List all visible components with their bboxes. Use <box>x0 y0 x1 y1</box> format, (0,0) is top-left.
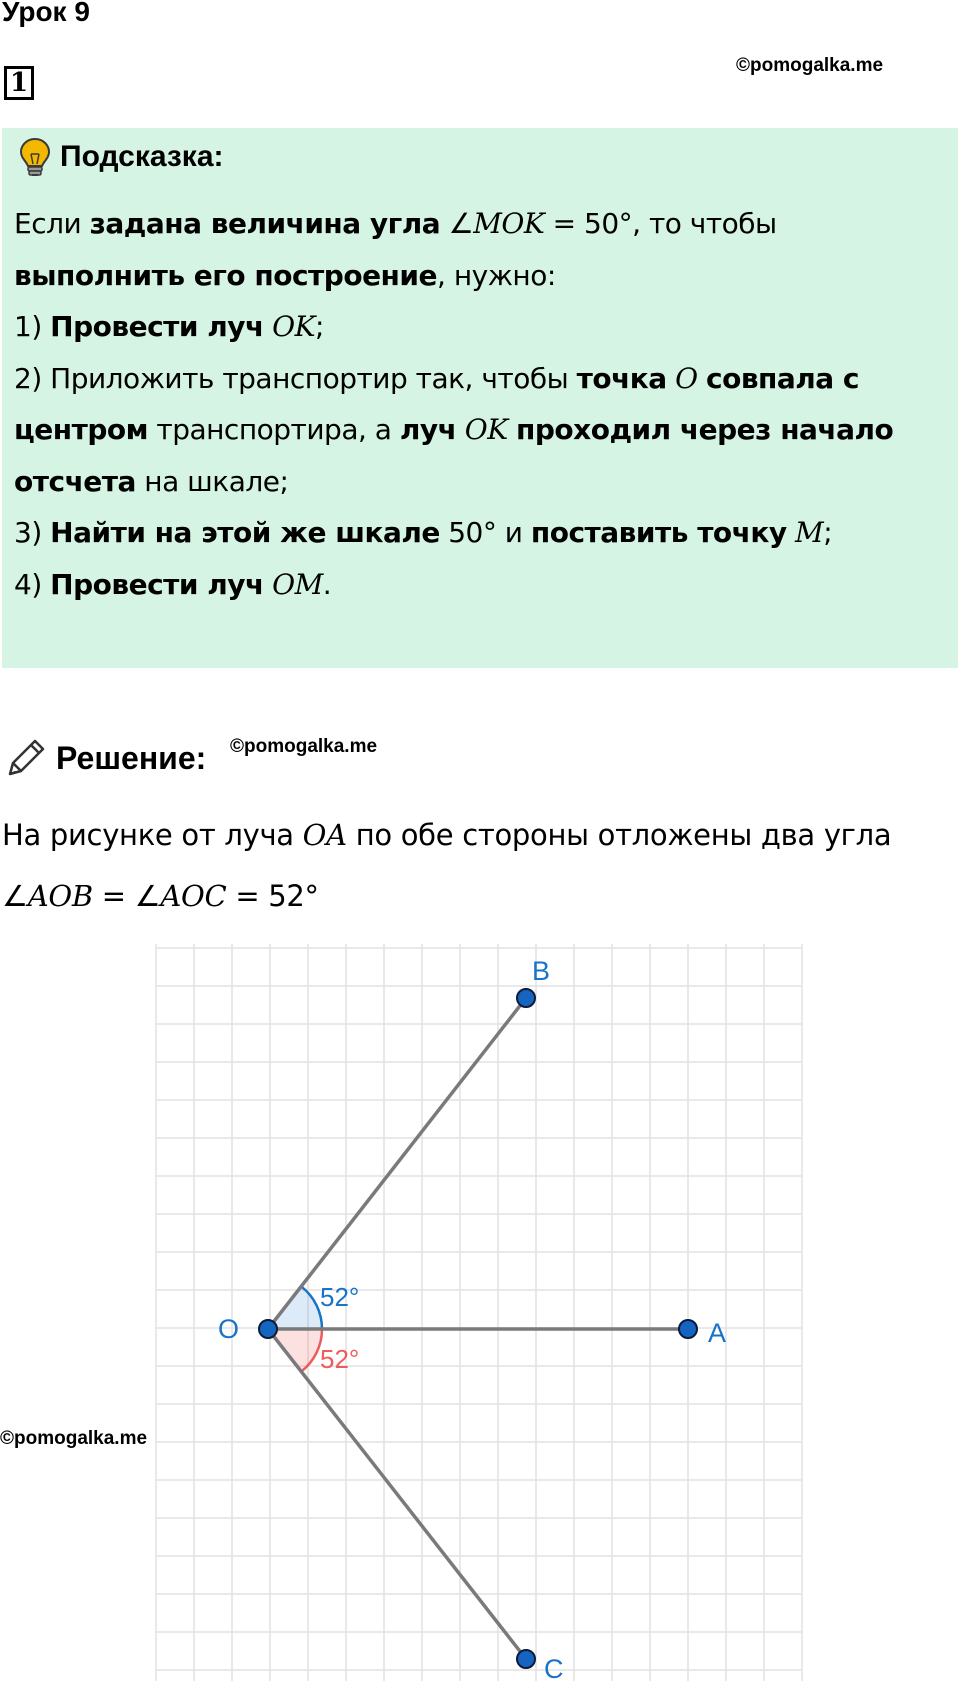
task-number: 1 <box>4 66 34 100</box>
hint-line-8: 4) Провести луч OM. <box>14 567 332 601</box>
point-b <box>517 989 535 1007</box>
label-o: O <box>218 1314 240 1344</box>
hint-line-6: отсчета на шкале; <box>14 464 289 498</box>
watermark-bottom: ©pomogalka.me <box>0 1428 148 1449</box>
lesson-title: Урок 9 <box>2 0 90 27</box>
watermark-middle: ©pomogalka.me <box>230 736 378 757</box>
hint-line-4: 2) Приложить транспортир так, чтобы точка O совпала с <box>14 361 860 395</box>
label-a: A <box>708 1318 727 1348</box>
grid <box>156 944 802 1681</box>
ray-ob <box>268 998 526 1329</box>
angle-aob-label: 52° <box>320 1282 360 1312</box>
hint-line-7: 3) Найти на этой же шкале 50° и поставить точку M; <box>14 516 833 549</box>
hint-line-1: Если задана величина угла ∠MOK = 50°, то чтобы <box>14 207 777 240</box>
solution-line-1: На рисунке от луча OA по обе стороны отложены два угла <box>2 818 892 852</box>
hint-line-5: центром транспортира, а луч OK проходил через начало <box>14 413 894 446</box>
angle-aoc-label: 52° <box>320 1344 360 1374</box>
solution-title: Решение: <box>56 739 207 776</box>
solution-line-2: ∠AOB = ∠AOC = 52° <box>2 879 319 913</box>
hint-title: Подсказка: <box>60 140 224 173</box>
label-b: B <box>532 956 551 986</box>
label-c: C <box>544 1654 564 1681</box>
hint-line-3: 1) Провести луч OK; <box>14 310 324 343</box>
hint-line-2: выполнить его построение, нужно: <box>14 258 556 292</box>
watermark-top: ©pomogalka.me <box>736 55 884 76</box>
point-a <box>679 1320 697 1338</box>
point-o <box>259 1320 277 1338</box>
point-c <box>517 1650 535 1668</box>
ray-oc <box>268 1329 526 1659</box>
